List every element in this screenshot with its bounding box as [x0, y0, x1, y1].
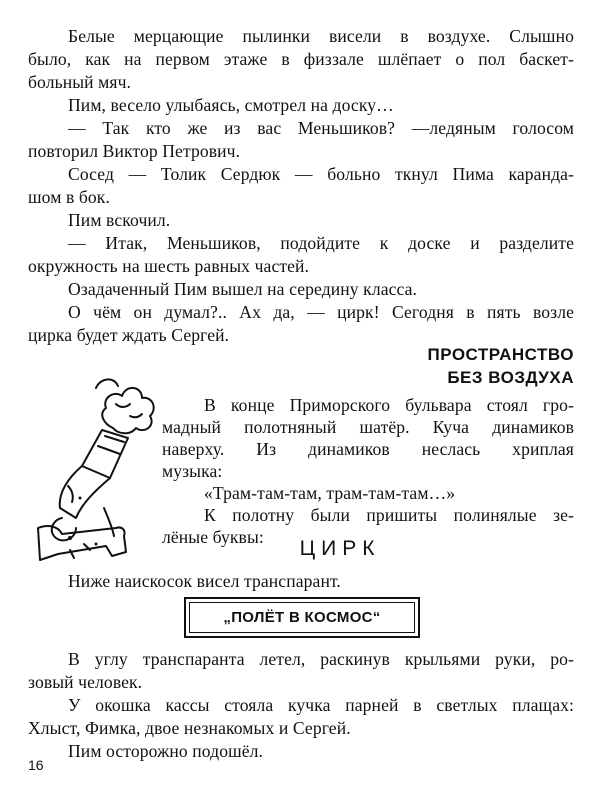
text-line: лёные буквы:: [162, 527, 264, 547]
text-line: У окошка кассы стояла кучка парней в светлых плащах:: [68, 695, 574, 715]
text-line: Белые мерцающие пылинки висели в воздухе. Слышно: [68, 26, 574, 46]
chapter-heading-line-2: БЕЗ ВОЗДУХА: [447, 368, 574, 387]
text-line: цирка будет ждать Сергей.: [28, 325, 230, 345]
text-line: — Так кто же из вас Меньшиков? —ледяным голосом: [68, 118, 574, 138]
text-line: Сосед — Толик Сердюк — больно ткнул Пима каранда-: [68, 164, 574, 184]
text-line: — Итак, Меньшиков, подойдите к доске и разделите: [68, 233, 574, 253]
text-line: Хлыст, Фимка, двое незнакомых и Сергей.: [28, 718, 351, 738]
text-line: Пим вскочил.: [68, 210, 171, 230]
text-line: окружность на шесть равных частей.: [28, 256, 310, 276]
text-line: музыка:: [162, 461, 223, 481]
text-line: мадный полотняный шатёр. Куча динамиков: [162, 417, 574, 437]
text-line: Пим, весело улыбаясь, смотрел на доску…: [68, 95, 394, 115]
text-line: было, как на первом этаже в физзале шлёпает о пол баскет-: [28, 49, 574, 69]
page-number: 16: [28, 757, 44, 773]
text-line: Озадаченный Пим вышел на середину класса.: [68, 279, 418, 299]
chapter-heading: [427, 343, 574, 389]
circus-sign-text: ЦИРК: [299, 537, 381, 560]
text-line: больный мяч.: [28, 72, 132, 92]
text-line: В углу транспаранта летел, раскинув крыльями руки, ро-: [68, 649, 574, 669]
text-line: «Трам-там-там, трам-там-там…»: [204, 483, 456, 503]
text-line: К полотну были пришиты полинялые зе-: [204, 505, 574, 525]
text-line: повторил Виктор Петрович.: [28, 141, 241, 161]
chapter-heading-line-1: ПРОСТРАНСТВО: [427, 345, 574, 364]
text-line: шом в бок.: [28, 187, 110, 207]
banner-text: „ПОЛЁТ В КОСМОС“: [189, 602, 415, 633]
banner-frame: [184, 597, 420, 638]
text-line: О чём он думал?.. Ах да, — цирк! Сегодня в пять возле: [68, 302, 574, 322]
text-line: наверху. Из динамиков неслась хриплая: [162, 439, 574, 459]
text-line: В конце Приморского бульвара стоял гро-: [204, 395, 574, 415]
text-line: Пим осторожно подошёл.: [68, 741, 264, 761]
text-line: зовый человек.: [28, 672, 143, 692]
text-line: Ниже наискосок висел транспарант.: [68, 571, 341, 591]
